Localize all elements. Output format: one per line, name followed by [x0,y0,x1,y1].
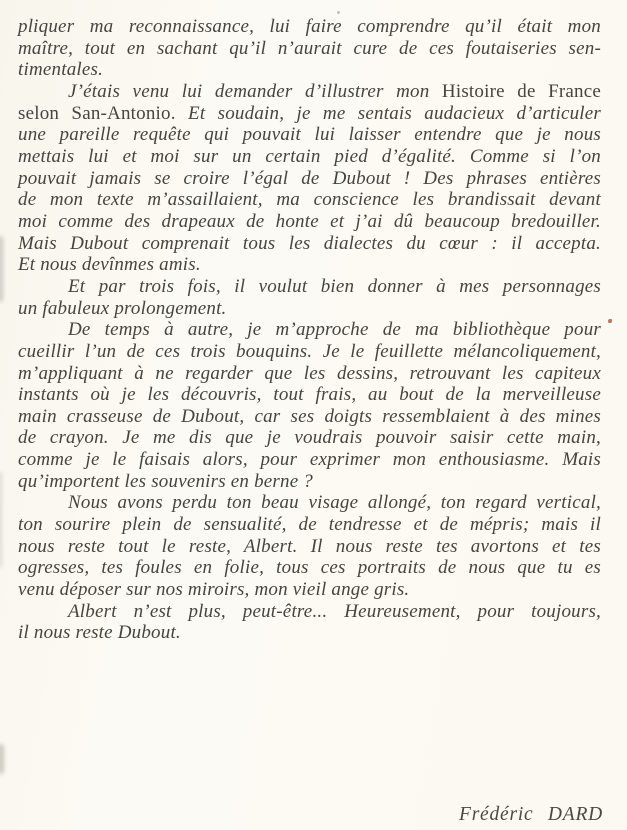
italic-text-segment: maître, tout en sachant qu’il n’aurait cure de ces foutaiseries sen- [18,37,601,59]
author-signature: Frédéric DARD [459,804,603,825]
italic-text-segment: de mon texte m’assaillaient, ma conscience les brandissait devant [18,189,601,211]
text-line [18,471,601,493]
text-line [18,363,601,385]
text-line [18,449,601,471]
text-line [18,38,601,60]
italic-text-segment: Mais Dubout comprenait tous les dialectes du cœur : il accepta. [18,232,601,254]
italic-text-segment: instants où je les découvris, tout frais, au bout de la merveilleuse [18,384,601,406]
text-line [18,601,601,623]
italic-text-segment: il nous reste Dubout. [18,622,181,644]
text-line [18,59,601,81]
text-line [18,81,601,103]
italic-text-segment: qu’importent les souvenirs en berne ? [18,470,313,492]
scan-gutter-smudge [0,236,3,302]
italic-text-segment: mettais lui et moi sur un certain pied d’égalité. Comme si l’on [18,145,601,167]
italic-text-segment: nous reste tout le reste, Albert. Il nous reste tes avortons et tes [18,535,601,557]
text-line [18,124,601,146]
italic-text-segment: comme je le faisais alors, pour exprimer mon enthousiasme. Mais [18,449,601,471]
italic-text-segment: de crayon. Je me dis que je voudrais pouvoir saisir cette main, [18,427,601,449]
italic-text-segment: une pareille requête qui pouvait lui laisser entendre que je nous [18,124,601,146]
page-text [18,16,601,644]
italic-text-segment: ogresses, tes foules en folie, tous ces portraits de nous que tu es [18,557,601,579]
scan-speck [337,11,340,14]
text-line [18,168,601,190]
text-line [18,103,601,125]
italic-text-segment: timentales. [18,59,104,81]
text-line [18,427,601,449]
text-line [18,514,601,536]
italic-text-segment: pliquer ma reconnaissance, lui faire comprendre qu’il était mon [18,16,601,37]
italic-text-segment: main crasseuse de Dubout, car ses doigts ressemblaient à des mines [18,405,601,427]
roman-text-segment: selon San-Antonio. [18,102,189,124]
scan-gutter-smudge [0,472,2,568]
text-line [18,341,601,363]
italic-text-segment: Et par trois fois, il voulut bien donner à mes personnages [68,275,601,297]
text-line [18,189,601,211]
italic-text-segment: venu déposer sur nos miroirs, mon vieil ange gris. [18,579,410,601]
text-line [18,146,601,168]
italic-text-segment: m’appliquant à ne regarder que les dessins, retrouvant les capiteux [18,362,601,384]
text-line [18,211,601,233]
italic-text-segment: moi comme des drapeaux de honte et j’ai dû beaucoup bredouiller. [18,210,601,232]
text-line [18,233,601,255]
italic-text-segment: Et nous devînmes amis. [18,254,201,276]
text-line [18,492,601,514]
italic-text-segment: Albert n’est plus, peut-être... Heureusement, pour toujours, [68,600,601,622]
text-line [18,579,601,601]
text-line [18,254,601,276]
text-line [18,16,601,38]
text-line [18,406,601,428]
italic-text-segment: J’étais venu lui demander d’illustrer mon [68,80,442,102]
italic-text-segment: Nous avons perdu ton beau visage allongé, ton regard vertical, [68,492,601,514]
text-line [18,384,601,406]
roman-text-segment: Histoire de France [441,80,601,102]
italic-text-segment: ton sourire plein de sensualité, de tendresse et de mépris; mais il [18,514,601,536]
text-line [18,557,601,579]
scan-speck [608,319,612,323]
italic-text-segment: un fabuleux prolongement. [18,297,227,319]
scan-gutter-smudge [0,744,4,774]
text-line [18,622,601,644]
text-line [18,276,601,298]
italic-text-segment: cueillir l’un de ces trois bouquins. Je le feuillette mélancoliquement, [18,340,601,362]
text-line [18,319,601,341]
text-line [18,298,601,320]
italic-text-segment: Et soudain, je me sentais audacieux d’articuler [188,102,602,124]
italic-text-segment: pouvait jamais se croire l’égal de Dubout ! Des phrases entières [18,167,601,189]
text-line [18,536,601,558]
italic-text-segment: De temps à autre, je m’approche de ma bibliothèque pour [68,319,601,341]
